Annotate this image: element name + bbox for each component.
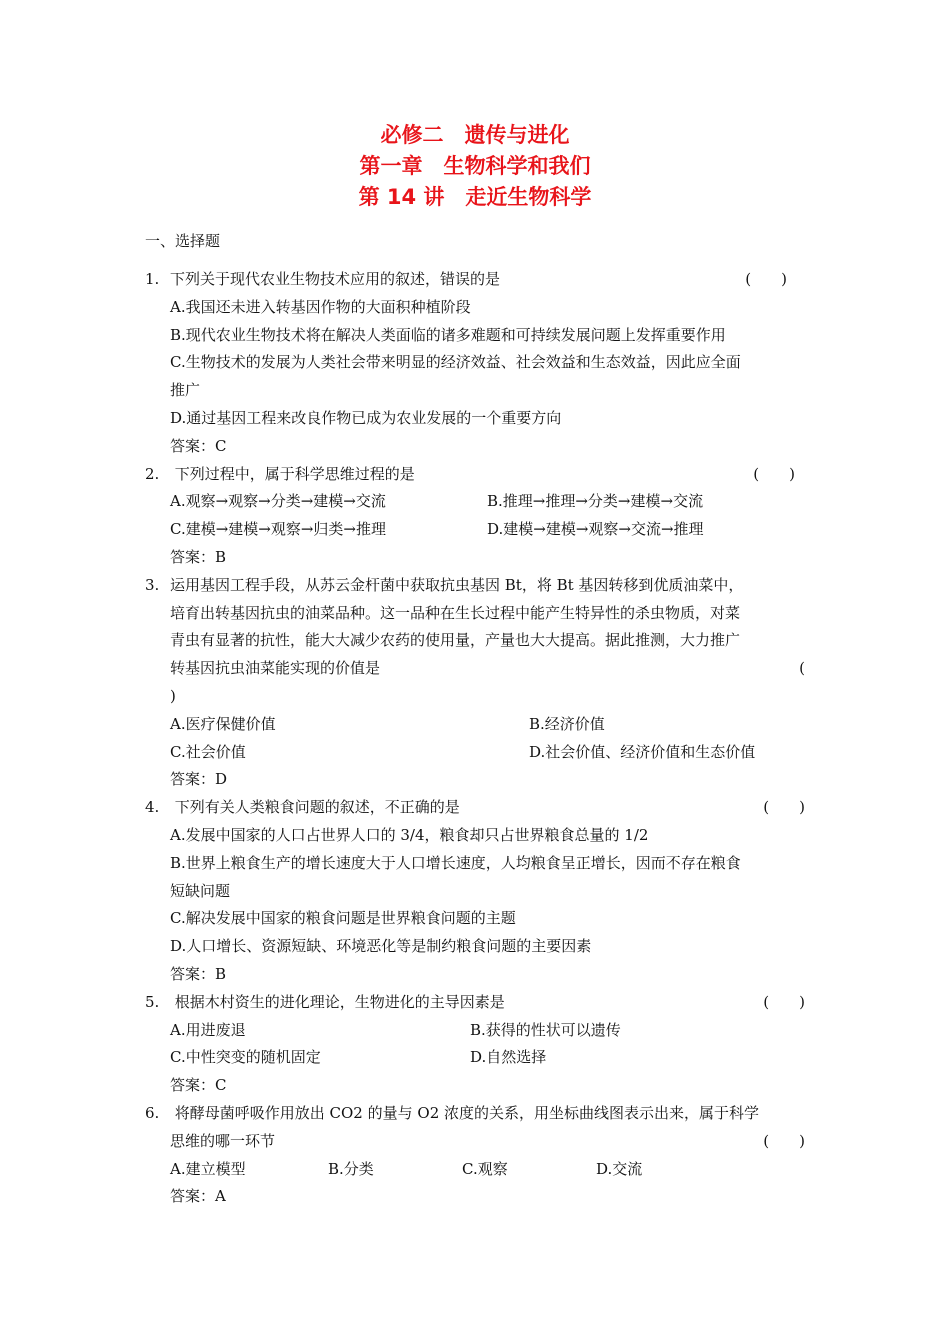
option-b: B.经济价值 [529, 714, 605, 733]
question-6-stem-line: 思维的哪一环节 ( ) [145, 1128, 807, 1156]
question-6-stem: 6. 将酵母菌呼吸作用放出 CO2 的量与 O2 浓度的关系，用坐标曲线图表示出来，属于科学 [145, 1103, 760, 1122]
option-row [145, 739, 807, 767]
option-d: D.自然选择 [470, 1048, 547, 1067]
question-2-stem: 2. 下列过程中，属于科学思维过程的是 ( ) [145, 461, 807, 489]
option-c: C.生物技术的发展为人类社会带来明显的经济效益、社会效益和生态效益，因此应全面 [170, 353, 741, 372]
option-b: B.现代农业生物技术将在解决人类面临的诸多难题和可持续发展问题上发挥重要作用 [170, 325, 726, 344]
option-c-continued: 推广 [170, 381, 201, 400]
answer-blank-right: ) [170, 686, 176, 705]
option-b: B.分类 [328, 1159, 374, 1178]
option-d: D.交流 [596, 1159, 643, 1178]
question-1-stem: 1. 下列关于现代农业生物技术应用的叙述，错误的是 ( ) [145, 266, 807, 294]
option-b: B.世界上粮食生产的增长速度大于人口增长速度，人均粮食呈正增长，因而不存在粮食 [170, 853, 741, 872]
answer-blank: ( ) [763, 798, 805, 817]
volume-title: 必修二 遗传与进化 [380, 123, 570, 147]
question-5-stem: 5. 根据木村资生的进化理论，生物进化的主导因素是 ( ) [145, 989, 807, 1017]
question-3-stem-line: 培育出转基因抗虫的油菜品种。这一品种在生长过程中能产生特异性的杀虫物质，对菜 [170, 603, 741, 622]
option-c: C.解决发展中国家的粮食问题是世界粮食问题的主题 [170, 909, 516, 928]
option-a: A.建立模型 [170, 1159, 246, 1178]
answer-line: 答案：B [170, 964, 227, 983]
option-a: A.医疗保健价值 [170, 714, 276, 733]
answer-blank: ( ) [763, 992, 805, 1011]
option-row [145, 488, 807, 516]
option-c: C.建模→建模→观察→归类→推理 [170, 520, 386, 539]
option-row [145, 1044, 807, 1072]
option-row [145, 1017, 807, 1045]
answer-line: 答案：C [170, 1076, 227, 1095]
question-3-stem-line: 转基因抗虫油菜能实现的价值是 ( [145, 655, 807, 683]
question-list [145, 266, 807, 1211]
document-header [0, 120, 950, 213]
option-b: B.获得的性状可以遗传 [470, 1020, 621, 1039]
option-a: A.发展中国家的人口占世界人口的 3/4，粮食却只占世界粮食总量的 1/2 [170, 825, 649, 844]
option-c: C.社会价值 [170, 742, 246, 761]
option-d: D.建模→建模→观察→交流→推理 [487, 520, 704, 539]
option-b-continued: 短缺问题 [170, 881, 231, 900]
answer-line: 答案：A [170, 1187, 226, 1206]
question-4-stem: 4. 下列有关人类粮食问题的叙述，不正确的是 ( ) [145, 794, 807, 822]
section-label: 一、选择题 [145, 232, 221, 250]
answer-blank: ( ) [763, 1131, 805, 1150]
answer-blank: ( ) [745, 270, 787, 288]
answer-blank-left: ( [799, 659, 805, 678]
option-a: A.观察→观察→分类→建模→交流 [170, 492, 386, 511]
answer-line: 答案：B [170, 547, 227, 566]
option-c: C.中性突变的随机固定 [170, 1048, 321, 1067]
option-row [145, 516, 807, 544]
option-a: A.用进废退 [170, 1020, 246, 1039]
option-d: D.通过基因工程来改良作物已成为农业发展的一个重要方向 [170, 408, 562, 427]
chapter-title: 第一章 生物科学和我们 [359, 154, 591, 178]
answer-line: 答案：C [170, 436, 227, 455]
answer-line: 答案：D [170, 770, 228, 789]
option-row [145, 711, 807, 739]
answer-blank: ( ) [753, 464, 795, 483]
option-d: D.社会价值、经济价值和生态价值 [529, 742, 756, 761]
lesson-title: 第 14 讲 走近生物科学 [358, 185, 592, 209]
question-3-stem: 3. 运用基因工程手段，从苏云金杆菌中获取抗虫基因 Bt，将 Bt 基因转移到优质油菜中， [145, 575, 744, 594]
question-3-stem-line: 青虫有显著的抗性，能大大减少农药的使用量，产量也大大提高。据此推测，大力推广 [170, 631, 741, 650]
option-d: D.人口增长、资源短缺、环境恶化等是制约粮食问题的主要因素 [170, 937, 592, 956]
option-b: B.推理→推理→分类→建模→交流 [487, 492, 704, 511]
option-row [145, 1156, 807, 1184]
option-a: A.我国还未进入转基因作物的大面积种植阶段 [170, 297, 471, 316]
option-c: C.观察 [462, 1159, 508, 1178]
